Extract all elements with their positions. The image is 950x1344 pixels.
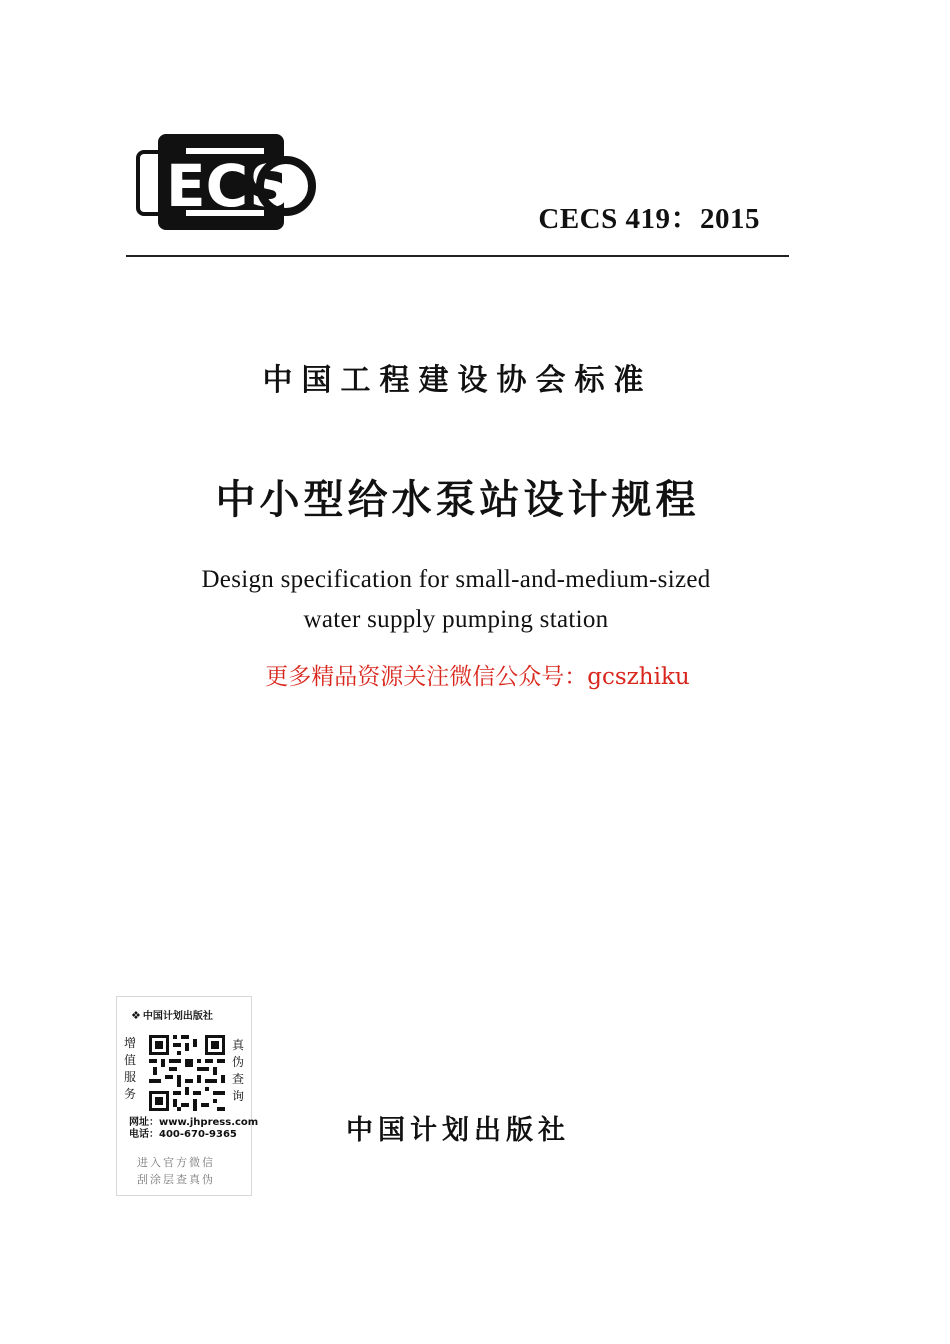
standard-code: CECS 419：2015: [538, 203, 760, 235]
sticker-publisher: 中国计划出版社: [142, 1011, 213, 1022]
qr-code-icon[interactable]: [147, 1033, 227, 1113]
publisher-name: 中国计划出版社: [346, 1115, 570, 1146]
sticker-phone: 电话：400-670-9365: [129, 1129, 237, 1140]
association-name: 中国工程建设协会标准: [262, 363, 653, 398]
title-english-line1: Design specification for small-and-medium-sized: [201, 566, 711, 593]
title-chinese: 中小型给水泵站设计规程: [215, 477, 700, 523]
logo-text: ECS: [166, 152, 292, 220]
promo-text: 更多精品资源关注微信公众号：gcszhiku: [265, 664, 690, 690]
header-divider: [126, 255, 789, 257]
sticker-contact: [129, 1117, 258, 1141]
sticker-note-line2: 刮涂层查真伪: [137, 1173, 215, 1186]
sticker-note: [137, 1154, 215, 1188]
ecs-logo: [136, 130, 318, 234]
sticker-right-label: 真伪查询: [231, 1038, 244, 1103]
sticker-header: [131, 1007, 251, 1022]
sticker-left-label: 增值服务: [123, 1036, 136, 1101]
authenticity-sticker: [116, 996, 259, 1196]
title-english-line2: water supply pumping station: [303, 606, 609, 633]
book-icon: ❖: [131, 1009, 141, 1022]
sticker-website: 网址：www.jhpress.com: [129, 1117, 259, 1128]
ecs-logo-graphic: [136, 130, 318, 234]
sticker-note-line1: 进入官方微信: [137, 1156, 215, 1169]
